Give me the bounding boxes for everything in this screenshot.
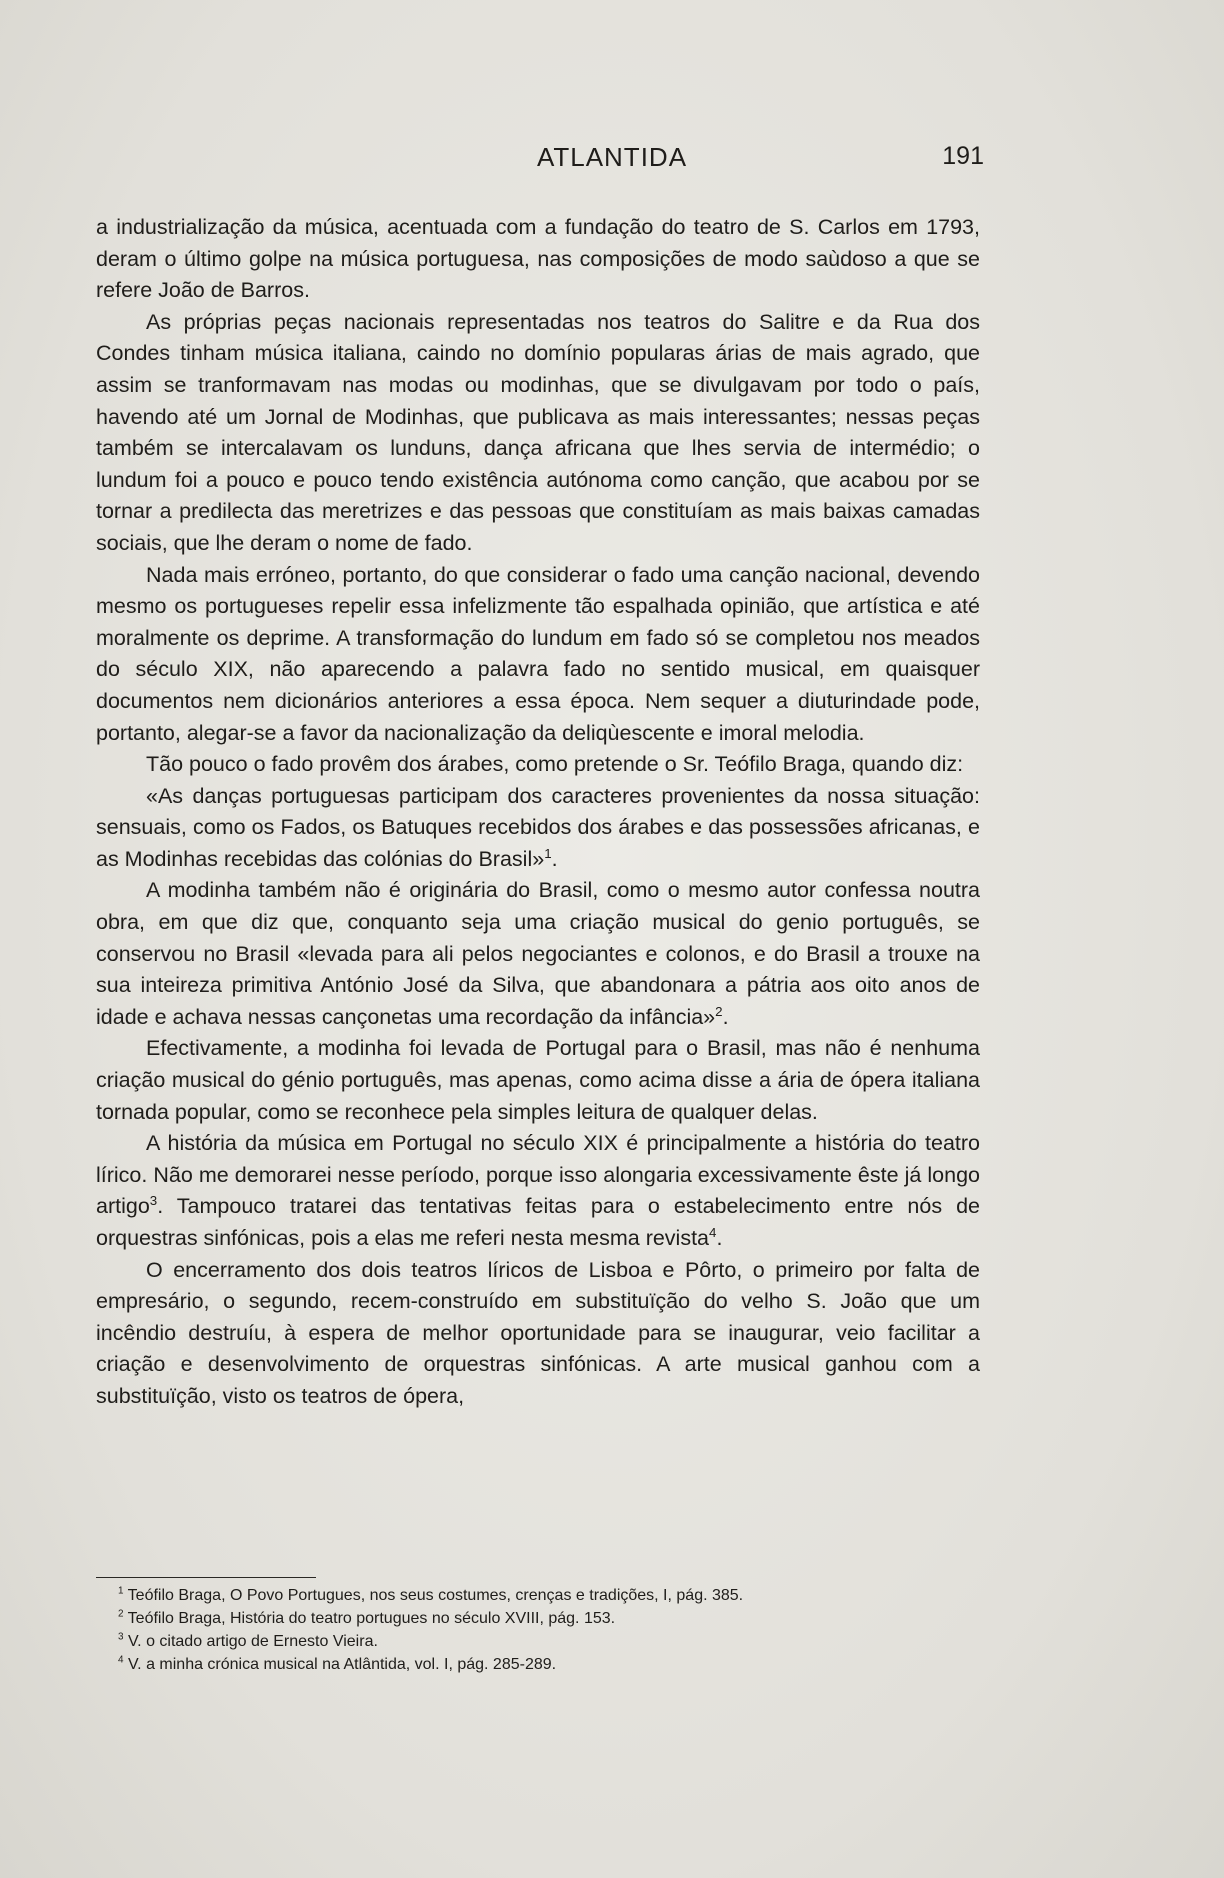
footnote-ref-4: 4 — [709, 1224, 717, 1240]
paragraph-6: A modinha também não é originária do Brasil, como o mesmo autor confessa noutra obra, em que diz que, conquanto seja uma criação musical do genio português, se conservou no Brasil «levada para ali pelos negociantes e colonos, e do Brasil a trouxe na sua inteireza primitiva António José da Silva, que abandonara a pátria aos oito anos de idade e achava nessas cançonetas uma recordação da infância»$^2$. — [96, 878, 980, 1029]
running-title: ATLANTIDA — [536, 142, 688, 172]
footnotes — [118, 1584, 978, 1676]
paragraph-8-text-a: A história da música em Portugal no século XIX é principalmente a história do teatro lírico. Não me demorarei nesse período, porque isso alongaria excessivamente êste já longo artigo — [96, 1131, 980, 1219]
paragraph-3: Nada mais erróneo, portanto, do que considerar o fado uma canção nacional, devendo mesmo os portugueses repelir essa infelizmente tão espalhada opinião, que artística e até moralmente os deprime. A transformação do lundum em fado só se completou nos meados do século XIX, não aparecendo a palavra fado no sentido musical, em quaisquer documentos nem dicionários anteriores a essa época. Nem sequer a diuturindade pode, portanto, alegar-se a favor da nacionalização da deliqùescente e imoral melodia. — [96, 562, 980, 745]
paragraph-2: As próprias peças nacionais representadas nos teatros do Salitre e da Rua dos Condes tinham música italiana, caindo no domínio popularas árias de mais agrado, que assim se tranformavam nas modas ou modinhas, que se divulgavam por todo o país, havendo até um Jornal de Modinhas, que publicava as mais interessantes; nessas peças também se intercalavam os lunduns, dança africana que lhes servia de intermédio; o lundum foi a pouco e pouco tendo existência autónoma como canção, que acabou por se tornar a predilecta das meretrizes e das pessoas que constituíam as mais baixas camadas sociais, que lhe deram o nome de fado. — [96, 309, 980, 555]
footnote-text: V. o citado artigo de Ernesto Vieira. — [127, 1633, 378, 1650]
footnote-ref-2: 2 — [715, 1003, 723, 1019]
footnote-text: Teófilo Braga, O Povo Portugues, nos seus costumes, crenças e tradições, I, pág. 385. — [127, 1587, 744, 1604]
footnote-2 — [118, 1607, 978, 1630]
paragraph-5-quote: «As danças portuguesas participam dos caracteres provenientes da nossa situação: sensuais, como os Fados, os Batuques recebidos dos árabes e das possessões africanas, e as Modinhas recebidas das colónias do Brasil»$^1$. — [96, 783, 980, 871]
footnote-ref-1: 1 — [544, 845, 552, 861]
footnote-3 — [118, 1630, 978, 1653]
paragraph-7: Efectivamente, a modinha foi levada de Portugal para o Brasil, mas não é nenhuma criação musical do génio português, mas apenas, como acima disse a ária de ópera italiana tornada popular, como se reconhece pela simples leitura de qualquer delas. — [96, 1036, 980, 1124]
footnote-text: V. a minha crónica musical na Atlântida, vol. I, pág. 285-289. — [127, 1656, 557, 1673]
running-header — [0, 142, 1224, 182]
paragraph-8 — [96, 1128, 980, 1254]
body-text — [96, 212, 980, 1413]
paragraph-8-text-c: . — [716, 1226, 723, 1250]
quote-text: «As danças portuguesas participam dos caracteres provenientes da nossa situação: sensuais, como os Fados, os Batuques recebidos dos árabes e das possessões africanas, e as Modinhas recebidas das colónias do Brasil» — [96, 783, 980, 871]
footnote-1 — [118, 1584, 978, 1607]
footnote-number: 2 — [118, 1608, 124, 1620]
footnote-number: 1 — [118, 1585, 124, 1597]
paragraph-1: a industrialização da música, acentuada com a fundação do teatro de S. Carlos em 1793, deram o último golpe na música portuguesa, nas composições de modo saùdoso a que se refere João de Barros. — [96, 215, 980, 303]
footnote-number: 4 — [118, 1654, 124, 1666]
footnote-divider — [96, 1577, 316, 1578]
footnote-4 — [118, 1653, 978, 1676]
paragraph-9: O encerramento dos dois teatros líricos de Lisboa e Pôrto, o primeiro por falta de empresário, o segundo, recem-construído em substituïção do velho S. João que um incêndio destruíu, à espera de melhor oportunidade para se inaugurar, veio facilitar a criação e desenvolvimento de orquestras sinfónicas. A arte musical ganhou com a substituïção, visto os teatros de ópera, — [96, 1257, 980, 1408]
paragraph-4: Tão pouco o fado provêm dos árabes, como pretende o Sr. Teófilo Braga, quando diz: — [146, 752, 964, 777]
footnote-ref-3: 3 — [149, 1193, 158, 1209]
footnote-number: 3 — [118, 1631, 124, 1643]
paragraph-6-text: A modinha também não é originária do Brasil, como o mesmo autor confessa noutra obra, em que diz que, conquanto seja uma criação musical do genio português, se conservou no Brasil «levada para ali pelos negociantes e colonos, e do Brasil a trouxe na sua inteireza primitiva António José da Silva, que abandonara a pátria aos oito anos de idade e achava nessas cançonetas uma recordação da infância» — [96, 878, 980, 1029]
paragraph-8-text-b: . Tampouco tratarei das tentativas feitas para o estabelecimento entre nós de orquestras sinfónicas, pois a elas me referi nesta mesma revista — [96, 1194, 980, 1250]
footnote-text: Teófilo Braga, História do teatro portugues no século XVIII, pág. 153. — [127, 1610, 616, 1627]
page-number: 191 — [942, 142, 984, 170]
